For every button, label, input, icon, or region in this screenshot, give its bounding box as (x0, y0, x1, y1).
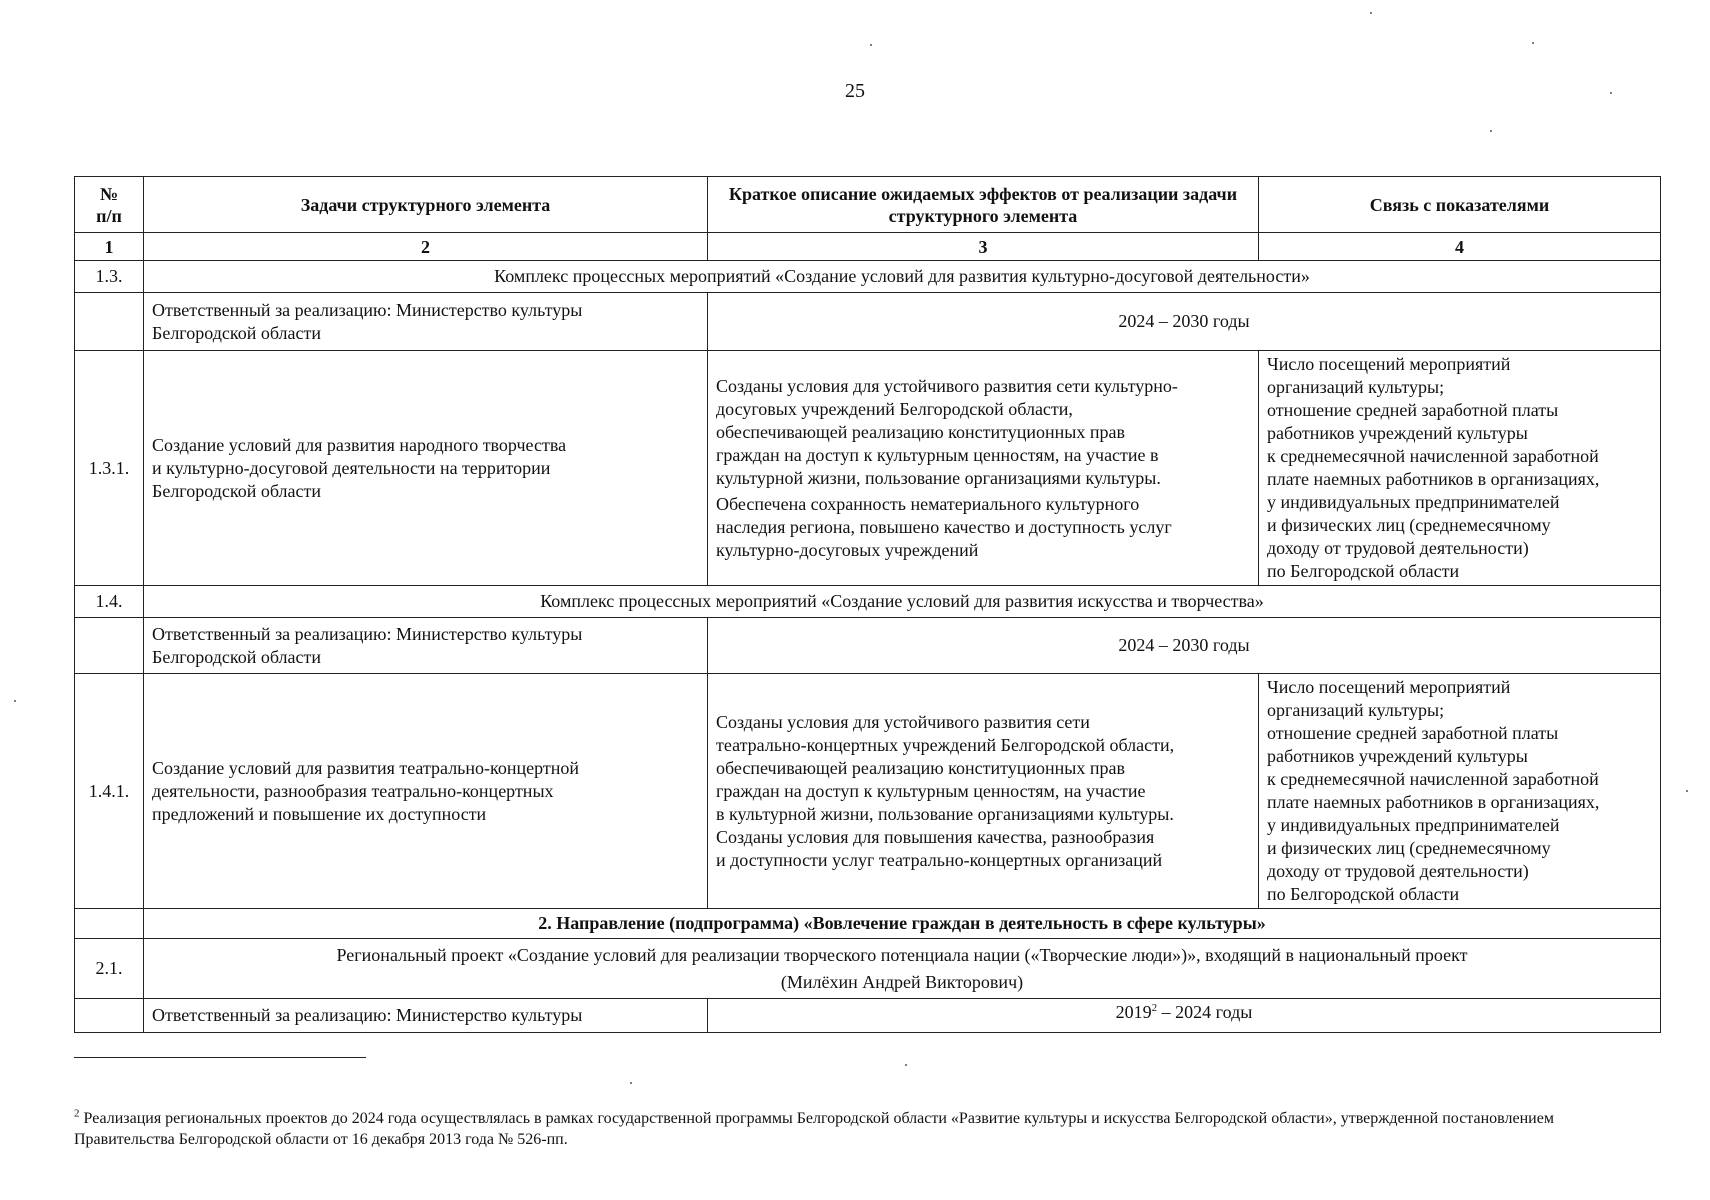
section-number: 1.3. (75, 261, 144, 293)
responsible-row-2-1 (75, 999, 1661, 1033)
header-indicators: Связь с показателями (1259, 177, 1661, 233)
task-row-1-3-1 (75, 351, 1661, 586)
task-number: 1.4.1. (75, 674, 144, 909)
project-row-2-1 (75, 939, 1661, 999)
footnote (74, 1108, 1654, 1150)
period-end: – 2024 годы (1157, 1002, 1253, 1022)
scan-speck (905, 1064, 907, 1066)
col-number-3: 3 (708, 233, 1259, 261)
section-title: Комплекс процессных мероприятий «Создание условий для развития искусства и творчества» (144, 586, 1661, 618)
task-row-1-4-1 (75, 674, 1661, 909)
task-text: Создание условий для развития театрально-концертной деятельности, разнообразия театрально-концертных предложений и повышение их доступности (144, 674, 708, 909)
period-start: 2019 (1115, 1002, 1152, 1022)
project-number: 2.1. (75, 939, 144, 999)
empty-cell (75, 618, 144, 674)
responsible-text: Ответственный за реализацию: Министерство культуры (144, 999, 708, 1033)
scan-speck (1370, 12, 1372, 14)
scan-speck (870, 44, 872, 46)
scan-speck (1610, 92, 1612, 94)
empty-cell (75, 999, 144, 1033)
section-row-1-4 (75, 586, 1661, 618)
col-number-1: 1 (75, 233, 144, 261)
section-title: Комплекс процессных мероприятий «Создание условий для развития культурно-досуговой деятельности» (144, 261, 1661, 293)
section-number: 1.4. (75, 586, 144, 618)
responsible-text: Ответственный за реализацию: Министерство культуры Белгородской области (144, 293, 708, 351)
empty-cell (75, 293, 144, 351)
responsible-row-1-3 (75, 293, 1661, 351)
column-number-row (75, 233, 1661, 261)
header-tasks: Задачи структурного элемента (144, 177, 708, 233)
scan-speck (1686, 790, 1688, 792)
col-number-2: 2 (144, 233, 708, 261)
direction-row-2 (75, 909, 1661, 939)
scan-speck (1490, 130, 1492, 132)
page-number: 25 (845, 80, 865, 102)
indicators-text: Число посещений мероприятий организаций культуры; отношение средней заработной платы работников учреждений культуры к среднемесячной начисленной заработной плате наемных работников в организациях, у индивидуальных предпринимателей и физических лиц (среднемесячному доходу от трудовой деятельности) по Белгородской области (1259, 351, 1661, 586)
footnote-divider (74, 1057, 366, 1058)
period-cell (708, 999, 1661, 1033)
direction-title: 2. Направление (подпрограмма) «Вовлечение граждан в деятельность в сфере культуры» (144, 909, 1661, 939)
effect-paragraph-2: Обеспечена сохранность нематериального культурного наследия региона, повышено качество и доступность услуг культурно-досуговых учреждений (716, 493, 1172, 560)
header-num: № п/п (75, 177, 144, 233)
empty-cell (75, 909, 144, 939)
effect-paragraph-1: Созданы условия для устойчивого развития сети культурно- досуговых учреждений Белгородской области, обеспечивающей реализацию конституционных прав граждан на доступ к культурным ценностям, на участие в культурной жизни, пользование организациями культуры. (716, 375, 1178, 488)
indicators-text: Число посещений мероприятий организаций культуры; отношение средней заработной платы работников учреждений культуры к среднемесячной начисленной заработной плате наемных работников в организациях, у индивидуальных предпринимателей и физических лиц (среднемесячному доходу от трудовой деятельности) по Белгородской области (1259, 674, 1661, 909)
task-text: Создание условий для развития народного творчества и культурно-досуговой деятельности на территории Белгородской области (144, 351, 708, 586)
task-number: 1.3.1. (75, 351, 144, 586)
effect-cell (708, 351, 1259, 586)
period-text: 2024 – 2030 годы (708, 618, 1661, 674)
footnote-text: Реализация региональных проектов до 2024 года осуществлялась в рамках государственной программы Белгородской области «Развитие культуры и искусства Белгородской области», утвержденной постановлением Правительства Белгородской области от 16 декабря 2013 года № 526-пп. (74, 1110, 1554, 1148)
responsible-text: Ответственный за реализацию: Министерство культуры Белгородской области (144, 618, 708, 674)
project-title-cell (144, 939, 1661, 999)
header-effects: Краткое описание ожидаемых эффектов от реализации задачи структурного элемента (708, 177, 1259, 233)
header-row (75, 177, 1661, 233)
section-row-1-3 (75, 261, 1661, 293)
scan-speck (14, 700, 16, 702)
effect-text: Созданы условия для устойчивого развития сети театрально-концертных учреждений Белгородской области, обеспечивающей реализацию конституционных прав граждан на доступ к культурным ценностям, на участие в культурной жизни, пользование организациями культуры. Созданы условия для повышения качества, разнообразия и доступности услуг театрально-концертных организаций (708, 674, 1259, 909)
col-number-4: 4 (1259, 233, 1661, 261)
scan-speck (1532, 42, 1534, 44)
footnote-ref: 2 (1151, 1002, 1158, 1014)
period-text: 2024 – 2030 годы (708, 293, 1661, 351)
project-title-line-1: Региональный проект «Создание условий для реализации творческого потенциала нации («Творческие люди»)», входящий в национальный проект (336, 944, 1468, 965)
responsible-row-1-4 (75, 618, 1661, 674)
footnote-mark: 2 (74, 1107, 80, 1120)
scan-speck (630, 1082, 632, 1084)
structural-elements-table (74, 176, 1661, 1033)
project-title-line-2: (Милёхин Андрей Викторович) (780, 971, 1024, 992)
